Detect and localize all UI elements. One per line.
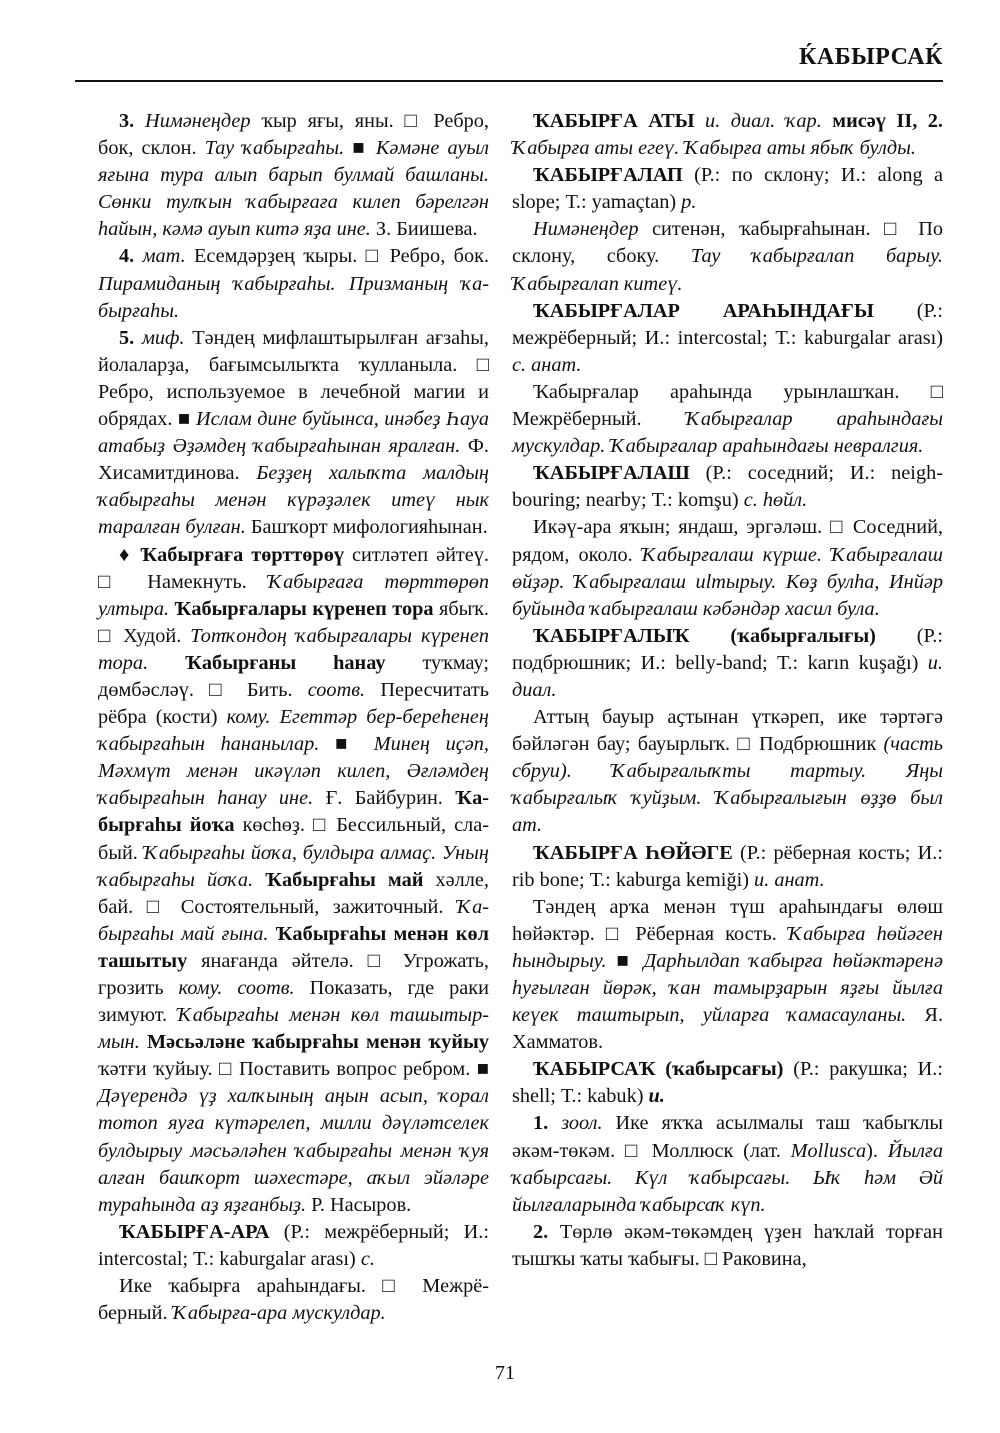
body-text: ҡыр яғы, яны. □ Ребро, бок, склон. bbox=[98, 110, 490, 160]
italic-text: Дарһылдап ҡабырға һөйәктәренә һуғылған йөрәк, ҡан тамырҙарын яҙғы йылға кеүек таштырып, уйларға ҡамасауланы. bbox=[512, 949, 943, 1027]
body-text: Тәндең мифлаштырылған ағзаһы, йолаларҙа, бағымсылыҡта ҡулланыла. □ Ребро, используемое в лечебной магии и обрядах. ■ bbox=[98, 326, 489, 431]
italic-text: с. bbox=[360, 1247, 375, 1270]
body-text: ♦ bbox=[119, 543, 141, 566]
body-text: (Р.: по склону; И.: along a slope; Т.: yamaçtan) bbox=[512, 164, 943, 214]
italic-text: и. диал. bbox=[512, 651, 943, 701]
body-text: Төрлө әкәм-төкәмдең үҙен һаҡлай торған тышҡы ҡаты ҡабығы. □ Раковина, bbox=[512, 1220, 943, 1270]
body-text: Р. Насыров. bbox=[306, 1193, 412, 1216]
dictionary-paragraph bbox=[512, 162, 943, 216]
body-text: Ике яҡҡа асылмалы таш ҡабыҡлы әкәм-төкәм. □ Моллюск (лат. bbox=[512, 1112, 944, 1162]
italic-text: Ислам дине буйынса, инәбеҙ Һауа атабыҙ Әҙәмдең ҡабырғаһынан яралған. bbox=[98, 408, 489, 458]
body-text: янағанда әйтелә. □ Угрожать, грозить bbox=[98, 949, 489, 999]
body-text: Я. Хамматов. bbox=[512, 1004, 944, 1054]
dictionary-paragraph bbox=[512, 1110, 943, 1218]
headword-text: ҠАБЫРҒАЛАП bbox=[533, 164, 683, 187]
body-text: (Р.: ракушка; И.: shell; Т.: kabuk) bbox=[512, 1058, 943, 1108]
dictionary-paragraph bbox=[512, 216, 943, 297]
page-number: 71 bbox=[495, 1362, 515, 1384]
dictionary-paragraph bbox=[512, 379, 943, 460]
headword-text: ҠАБЫРҒАЛЫҠ (ҡабырғалығы) bbox=[533, 624, 876, 647]
italic-text: Ҡабырғаһы йоҡа, булдыра алмаҫ. Уның ҡабырғаһы йоҡа. bbox=[98, 841, 489, 891]
italic-text: Нимәнеңдер bbox=[145, 110, 251, 132]
running-head: ЌАБЫРСАЌ bbox=[799, 44, 943, 70]
body-text bbox=[822, 110, 833, 132]
header-rule bbox=[75, 80, 943, 82]
body-text: туҡмау; дөмбәсләү. □ Бить. bbox=[98, 651, 489, 701]
italic-text: Тау ҡабырғалап барыу. Ҡабырғалап китеү. bbox=[512, 245, 943, 295]
dictionary-paragraph bbox=[512, 1219, 943, 1273]
dictionary-paragraph bbox=[98, 1219, 489, 1273]
body-text: Ҡабырғалар араһында урынлашҡан. □ Межрёберный. bbox=[512, 380, 943, 431]
headword-text: Ҡабырғаны һанау bbox=[185, 651, 386, 674]
italic-text: р. bbox=[681, 191, 697, 214]
body-text: (Р.: соседний; И.: neighbouring; nearby; Т.: komşu) bbox=[512, 462, 943, 512]
headword-text: 5. bbox=[119, 326, 142, 349]
headword-text: Ҡабырғаһы менән көл ташытыу bbox=[98, 922, 489, 972]
body-text: ■ bbox=[319, 733, 374, 756]
italic-text: Тау ҡабырғаһы. bbox=[204, 137, 345, 160]
dictionary-paragraph bbox=[98, 243, 489, 324]
italic-text: и. анат. bbox=[754, 868, 825, 891]
dictionary-paragraph bbox=[98, 542, 489, 1219]
body-text bbox=[268, 923, 275, 945]
headword-text: Ҡабырғалары күренеп тора bbox=[174, 597, 434, 620]
italic-text: Кәмәне ауыл яғына тура алып барып булмай башланы. Сөнки тулҡын ҡабырғаға килеп бәрелгән һайын, кәмә ауып китә яҙа ине. bbox=[98, 137, 489, 241]
body-text: ябыҡ. □ Худой. bbox=[98, 597, 489, 647]
body-text: (Р.: межрёберный; И.: intercostal; Т.: kaburgalar arası) bbox=[98, 1220, 489, 1270]
italic-text: Йылға ҡабырсағы. Күл ҡабырсағы. Ыҡ һәм Әй йылғаларында ҡабырсаҡ күп. bbox=[512, 1139, 943, 1216]
headword-text: ҠАБЫРСАҠ (ҡабырсағы) bbox=[533, 1058, 784, 1081]
headword-text: 1. bbox=[533, 1112, 562, 1135]
headword-text: Мәсьәләне ҡабырғаһы менән ҡуйыу bbox=[147, 1031, 489, 1054]
dictionary-paragraph bbox=[98, 1273, 489, 1327]
body-text bbox=[148, 652, 185, 674]
headword-text: ҠАБЫРҒА АТЫ bbox=[533, 110, 695, 132]
body-text bbox=[253, 869, 265, 891]
italic-text: Минең иҫәп, Мәхмүт менән икәүләп килеп, Әғләмдең ҡабырғаһын һанау ине. bbox=[98, 733, 489, 810]
left-column bbox=[98, 108, 489, 1327]
dictionary-paragraph bbox=[512, 460, 943, 514]
body-text: ситләтеп әйтеү. □ Намекнуть. bbox=[98, 543, 489, 593]
dictionary-paragraph bbox=[512, 298, 943, 379]
body-text: ситенән, ҡабырғаһынан. □ По склону, сбоку. bbox=[512, 218, 943, 268]
body-text: Ғ. Байбурин. bbox=[313, 787, 456, 810]
dictionary-paragraph bbox=[512, 623, 943, 704]
headword-text: 4. bbox=[119, 245, 143, 268]
headword-text: Ҡабырғаға төрттөрөү bbox=[140, 543, 344, 566]
body-text: (Р.: рёберная кость; И.: rib bone; Т.: kaburga kemiği) bbox=[512, 841, 943, 891]
dictionary-paragraph bbox=[512, 514, 943, 622]
body-text: и. bbox=[648, 1085, 665, 1108]
dictionary-paragraph bbox=[98, 108, 489, 243]
italic-text: Дәүерендә үҙ халҡының аңын асып, ҡорал тотоп яуға күтәрелеп, милли дәүләтселек булдырыу мәсьәләһен ҡабырғаһы менән ҡуя алған башҡорт шәхестәре, аҡыл эйәләре тураһында аҙ яҙғанбыҙ. bbox=[98, 1085, 489, 1216]
right-column bbox=[512, 108, 943, 1273]
italic-text: Ҡабырғаға төрттөрөп ултыра. bbox=[98, 570, 489, 620]
dictionary-paragraph bbox=[98, 325, 489, 542]
italic-text: кому. соотв. bbox=[178, 977, 295, 999]
body-text: ). bbox=[866, 1139, 888, 1162]
body-text: көсһөҙ. □ Бессильный, слабый. bbox=[98, 814, 489, 864]
italic-text: Ҡабырға һөйәген һындырыу. bbox=[512, 922, 943, 972]
italic-text: с. һөйл. bbox=[743, 489, 808, 512]
dictionary-paragraph bbox=[512, 1056, 943, 1110]
headword-text: 2. bbox=[533, 1220, 560, 1243]
italic-text: Беҙҙең халыҡта малдың ҡабырғаһы менән күрәҙәлек итеү нык таралған булған. bbox=[98, 462, 489, 539]
headword-text: ҠАБЫРҒА-АРА bbox=[119, 1220, 270, 1243]
italic-text: с. анат. bbox=[512, 353, 582, 376]
body-text: Икәү-ара яҡын; яндаш, эргәләш. □ Соседний, рядом, около. bbox=[512, 516, 943, 566]
italic-text: зоол. bbox=[561, 1112, 603, 1135]
italic-text: и. диал. ҡар. bbox=[705, 110, 822, 132]
italic-text: кому. Егеттәр бер-береһенең ҡабырғаһын һананылар. bbox=[98, 706, 489, 756]
italic-text: Ҡабырғаһы май ғына. bbox=[98, 895, 489, 945]
body-text: хәлле, бай. □ Состоятельный, зажиточный. bbox=[98, 868, 489, 918]
body-text: Показать, где раки зимуют. bbox=[98, 977, 489, 1027]
headword-text: ҠАБЫРҒА ҺӨЙӘГЕ bbox=[533, 841, 733, 864]
body-text: Башҡорт мифологияһынан. bbox=[245, 516, 488, 539]
body-text: (Р.: межрёберный; И.: intercostal; Т.: kaburgalar arası) bbox=[512, 299, 943, 349]
italic-text: соотв. bbox=[307, 678, 366, 701]
body-text: Пересчитать рёбра (кости) bbox=[98, 678, 489, 729]
dictionary-paragraph bbox=[512, 108, 943, 162]
headword-text: ҠАБЫРҒАЛАР АРАҺЫНДАҒЫ bbox=[533, 299, 874, 322]
italic-text: Ҡабырғалаш күрше. Ҡабырғалаш өйҙәр. Ҡабырғалаш ulтырыу. Көҙ булһа, Инйәр буйында ҡабырғалаш кәбәндәр хасил була. bbox=[512, 543, 943, 620]
body-text: Аттың бауыр аҫтынан үткәреп, ике тәртәгә бәйләгән бау; бауырлыҡ. □ Подбрюшник bbox=[512, 706, 943, 756]
body-text: ҡәтғи ҡуйыу. □ Поставить вопрос ребром. ■ bbox=[98, 1058, 489, 1081]
body-text: Есемдәрҙең ҡыры. □ Ребро, бок. bbox=[185, 245, 490, 268]
italic-text: Ҡабырға-ара мускулдар. bbox=[172, 1302, 386, 1325]
headword-text: мисәү II, 2. bbox=[832, 110, 943, 132]
italic-text: Пирамиданың ҡабырғаһы. Призманың ҡабырғаһы. bbox=[98, 272, 489, 322]
italic-text: (часть сбруи). Ҡабырғалыҡты тартыу. Яңы ҡабырғалыҡ ҡуйҙым. Ҡабырғалығын өҙҙө был ат. bbox=[512, 733, 943, 837]
body-text: З. Биишева. bbox=[370, 218, 478, 241]
italic-text: Тотҡондоң ҡабырғалары күренеп тора. bbox=[98, 624, 489, 674]
italic-text: Ҡабырға аты егеү. Ҡабырға аты ябыҡ булды. bbox=[512, 137, 916, 160]
headword-text: ҠАБЫРҒАЛАШ bbox=[533, 462, 690, 485]
dictionary-paragraph bbox=[512, 704, 943, 839]
italic-text: Ҡабырғалар араһындағы мускулдар. Ҡабырғалар араһындағы невралгия. bbox=[512, 408, 944, 458]
body-text: ■ bbox=[344, 137, 376, 160]
italic-text: Ҡабырғаһы менән көл ташытырмын. bbox=[98, 1004, 490, 1054]
italic-text: мат. bbox=[142, 245, 186, 268]
headword-text: Ҡабырғаһы май bbox=[265, 868, 424, 891]
dictionary-paragraph bbox=[512, 894, 943, 1057]
body-text: Ф. Хисамитдинова. bbox=[98, 435, 489, 485]
italic-text: Mollusca bbox=[790, 1139, 867, 1162]
body-text bbox=[695, 110, 706, 132]
body-text: Тәндең арҡа менән түш араһындағы өлөш һөйәктәр. □ Рёберная кость. bbox=[512, 895, 943, 945]
dictionary-paragraph bbox=[512, 840, 943, 894]
body-text: ■ bbox=[606, 949, 644, 972]
headword-text: Ҡабырғаһы йоҡа bbox=[98, 787, 489, 837]
body-text: (Р.: подбрюшник; И.: belly-band; Т.: karın kuşağı) bbox=[512, 624, 943, 674]
italic-text: миф. bbox=[141, 326, 185, 349]
body-text: Ике ҡабырға араһындағы. □ Межрёберный. bbox=[98, 1275, 489, 1325]
body-text bbox=[140, 1031, 147, 1053]
headword-text: 3. bbox=[119, 110, 146, 132]
italic-text: Нимәнеңдер bbox=[533, 218, 639, 241]
